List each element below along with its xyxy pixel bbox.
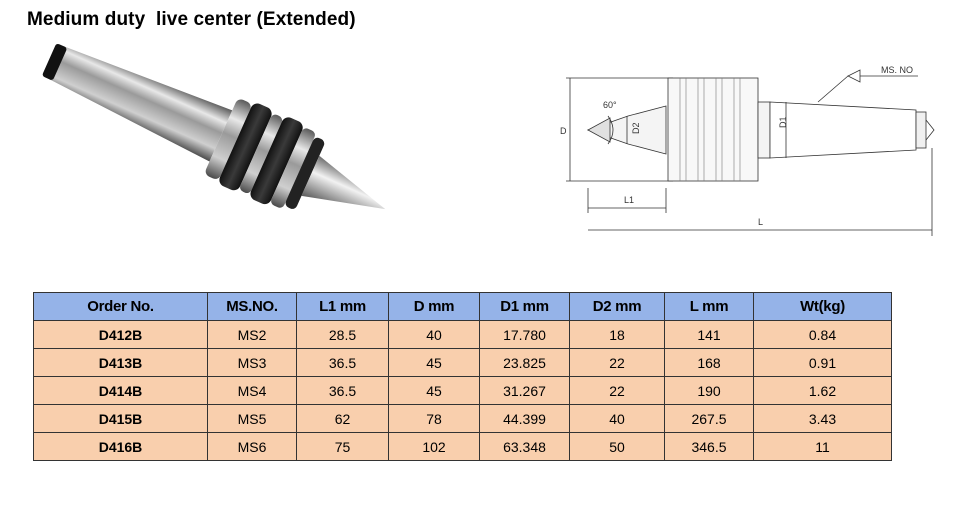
cell-d: 102 <box>389 433 480 461</box>
table-header-row <box>34 293 892 321</box>
cell-d: 78 <box>389 405 480 433</box>
cell-ms-no: MS6 <box>208 433 297 461</box>
cell-l: 190 <box>665 377 754 405</box>
cell-weight: 1.62 <box>754 377 892 405</box>
dimension-drawing <box>548 58 938 243</box>
cell-l: 346.5 <box>665 433 754 461</box>
cell-order-no: D412B <box>34 321 208 349</box>
spec-table <box>33 292 892 461</box>
cell-l1: 75 <box>297 433 389 461</box>
cell-d1: 63.348 <box>480 433 570 461</box>
cell-d2: 22 <box>570 377 665 405</box>
cell-d2: 22 <box>570 349 665 377</box>
cell-d2: 40 <box>570 405 665 433</box>
cell-l1: 36.5 <box>297 377 389 405</box>
l1-label: L1 <box>624 195 635 205</box>
cell-ms-no: MS3 <box>208 349 297 377</box>
table-row <box>34 405 892 433</box>
cell-d2: 50 <box>570 433 665 461</box>
cell-l1: 28.5 <box>297 321 389 349</box>
cell-l: 141 <box>665 321 754 349</box>
cell-d: 45 <box>389 377 480 405</box>
cell-order-no: D413B <box>34 349 208 377</box>
table-row <box>34 377 892 405</box>
d1-label: D1 <box>778 116 788 128</box>
cell-d2: 18 <box>570 321 665 349</box>
cell-ms-no: MS5 <box>208 405 297 433</box>
cell-d1: 17.780 <box>480 321 570 349</box>
cell-weight: 3.43 <box>754 405 892 433</box>
cell-weight: 11 <box>754 433 892 461</box>
header-l: L mm <box>665 293 754 321</box>
cell-d1: 31.267 <box>480 377 570 405</box>
cell-ms-no: MS2 <box>208 321 297 349</box>
cell-l: 267.5 <box>665 405 754 433</box>
header-weight: Wt(kg) <box>754 293 892 321</box>
header-d2: D2 mm <box>570 293 665 321</box>
d2-label: D2 <box>631 122 641 134</box>
header-d: D mm <box>389 293 480 321</box>
table-row <box>34 349 892 377</box>
angle-label: 60° <box>603 100 617 110</box>
cell-l1: 62 <box>297 405 389 433</box>
cell-order-no: D414B <box>34 377 208 405</box>
header-ms-no: MS.NO. <box>208 293 297 321</box>
cell-d: 45 <box>389 349 480 377</box>
header-order-no: Order No. <box>34 293 208 321</box>
cell-weight: 0.91 <box>754 349 892 377</box>
cell-l1: 36.5 <box>297 349 389 377</box>
cell-d: 40 <box>389 321 480 349</box>
header-l1: L1 mm <box>297 293 389 321</box>
cell-d1: 23.825 <box>480 349 570 377</box>
ms-label: MS. NO <box>881 65 914 75</box>
table-row <box>34 433 892 461</box>
cell-l: 168 <box>665 349 754 377</box>
cell-order-no: D416B <box>34 433 208 461</box>
header-d1: D1 mm <box>480 293 570 321</box>
cell-ms-no: MS4 <box>208 377 297 405</box>
l-label: L <box>758 217 764 227</box>
d-label: D <box>560 126 567 136</box>
cell-order-no: D415B <box>34 405 208 433</box>
page-title: Medium duty live center (Extended) <box>27 9 356 30</box>
cell-d1: 44.399 <box>480 405 570 433</box>
cell-weight: 0.84 <box>754 321 892 349</box>
table-row <box>34 321 892 349</box>
live-center-photo <box>30 40 420 240</box>
